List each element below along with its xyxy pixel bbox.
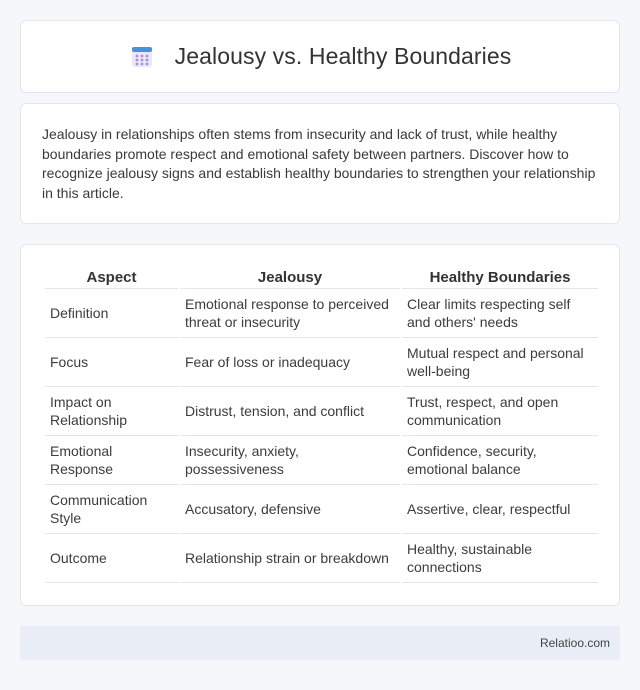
cell-healthy-boundaries: Confidence, security, emotional balance (402, 436, 598, 485)
table-header-row (45, 269, 598, 289)
cell-jealousy: Accusatory, defensive (180, 485, 400, 534)
table-card (20, 244, 620, 606)
table-row (45, 387, 598, 436)
cell-jealousy: Relationship strain or breakdown (180, 534, 400, 583)
cell-aspect: Impact on Relationship (45, 387, 178, 436)
title-card (20, 20, 620, 93)
cell-jealousy: Fear of loss or inadequacy (180, 338, 400, 387)
cell-healthy-boundaries: Mutual respect and personal well-being (402, 338, 598, 387)
cell-jealousy: Insecurity, anxiety, possessiveness (180, 436, 400, 485)
header-jealousy: Jealousy (180, 269, 400, 289)
comparison-table (43, 269, 600, 583)
cell-healthy-boundaries: Healthy, sustainable connections (402, 534, 598, 583)
cell-healthy-boundaries: Clear limits respecting self and others' needs (402, 289, 598, 338)
cell-jealousy: Emotional response to perceived threat or insecurity (180, 289, 400, 338)
table-row (45, 338, 598, 387)
table-row (45, 289, 598, 338)
intro-card (20, 103, 620, 224)
page-title: Jealousy vs. Healthy Boundaries (174, 43, 512, 69)
footer (20, 626, 620, 660)
cell-healthy-boundaries: Assertive, clear, respectful (402, 485, 598, 534)
cell-aspect: Focus (45, 338, 178, 387)
header-healthy-boundaries: Healthy Boundaries (402, 269, 598, 289)
table-row (45, 485, 598, 534)
cell-aspect: Outcome (45, 534, 178, 583)
footer-brand: Relatioo.com (539, 636, 610, 650)
cell-jealousy: Distrust, tension, and conflict (180, 387, 400, 436)
intro-paragraph: Jealousy in relationships often stems from insecurity and lack of trust, while healthy boundaries promote respect and emotional safety between partners. Discover how to recognize jealousy signs and establish healthy boundaries to strengthen your relationship in this article. (42, 126, 596, 201)
calendar-icon (129, 44, 155, 70)
cell-aspect: Emotional Response (45, 436, 178, 485)
header-aspect: Aspect (45, 269, 178, 289)
cell-aspect: Communication Style (45, 485, 178, 534)
table-row (45, 436, 598, 485)
table-row (45, 534, 598, 583)
cell-healthy-boundaries: Trust, respect, and open communication (402, 387, 598, 436)
cell-aspect: Definition (45, 289, 178, 338)
